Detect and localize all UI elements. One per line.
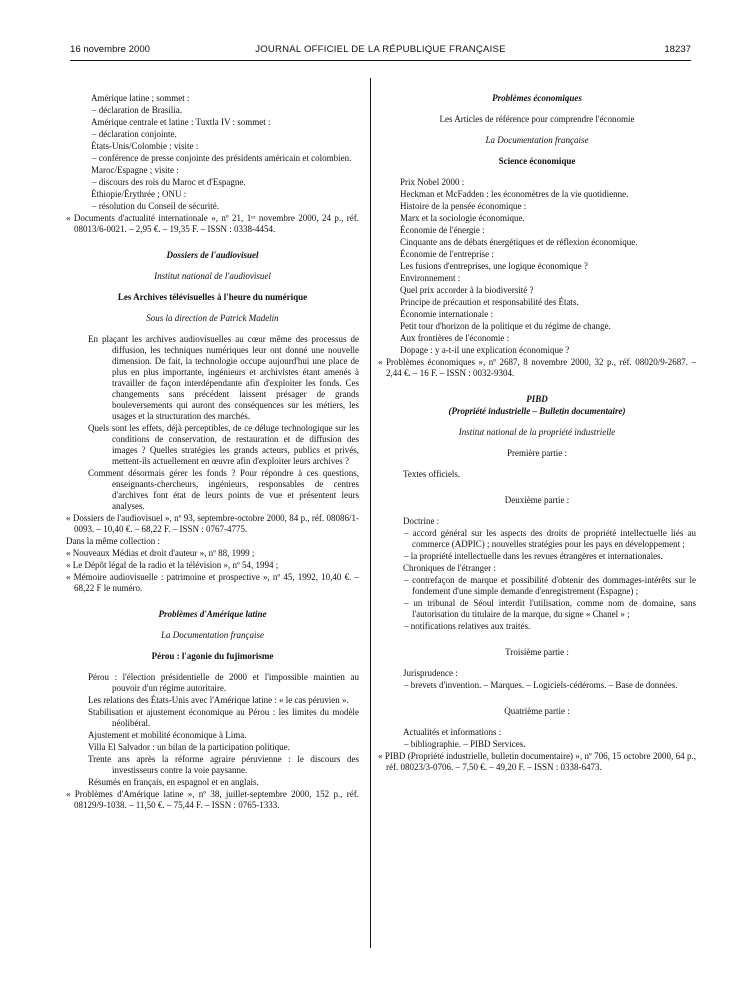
part-title: Troisième partie :: [505, 647, 569, 657]
chroniques-label: Chroniques de l'étranger :: [403, 563, 496, 573]
left-column: [66, 93, 359, 812]
doctrine-item: – accord général sur les aspects des droits de propriété intellectuelle liés au commerce (ADPIC) ; nouvelles stratégies pour les pays en développement ;: [404, 528, 696, 549]
reference-pibd: « PIBD (Propriété industrielle, bulletin documentaire) », nº 706, 15 octobre 2000, 64 p., réf. 08023/3-0706. – 7,50 €. – 49,20 F. – ISSN : 0338-6473.: [378, 751, 696, 772]
contents-item: Les fusions d'entreprises, une logique économique ?: [400, 261, 588, 271]
reference-amerique-latine: « Problèmes d'Amérique latine », nº 38, juillet-septembre 2000, 152 p., réf. 08129/9-1038. – 11,50 €. – 75,44 F. – ISSN : 0765-1333.: [66, 789, 359, 810]
contents-item: Dopage : y a-t-il une explication économique ?: [400, 345, 570, 355]
header-title: JOURNAL OFFICIEL DE LA RÉPUBLIQUE FRANÇAISE: [255, 44, 506, 55]
contents-item: Économie de l'entreprise :: [400, 249, 494, 259]
section-title-dossiers: Dossiers de l'audiovisuel: [166, 250, 259, 260]
amerique-line: – déclaration conjointe.: [92, 129, 177, 139]
amerique-line: – conférence de presse conjointe des présidents américain et colombien.: [92, 153, 352, 163]
pibd-subtitle: (Propriété industrielle – Bulletin documentaire): [448, 406, 626, 416]
publisher-inpi: Institut national de la propriété industrielle: [458, 427, 616, 437]
contents-item: Heckman et McFadden : les économètres de la vie quotidienne.: [400, 189, 629, 199]
sommaire-item: Pérou : l'élection présidentielle de 2000 et l'impossible maintien au pouvoir d'un régime autoritaire.: [88, 672, 359, 693]
contents-item: Quel prix accorder à la biodiversité ?: [400, 285, 534, 295]
header-page-number: 18237: [664, 44, 691, 55]
contents-item: Prix Nobel 2000 :: [400, 177, 465, 187]
section-title-amerique-latine: Problèmes d'Amérique latine: [158, 609, 267, 619]
part-title: Quatrième partie :: [504, 706, 570, 716]
publisher-docfr: La Documentation française: [485, 135, 589, 145]
subtitle-articles: Les Articles de référence pour comprendre l'économie: [439, 114, 635, 124]
jurisprudence-label: Jurisprudence :: [403, 668, 458, 678]
publisher-docfr: La Documentation française: [161, 630, 264, 640]
part-title: Deuxième partie :: [504, 495, 570, 505]
section-title-problemes-economiques: Problèmes économiques: [492, 93, 582, 103]
amerique-line: – résolution du Conseil de sécurité.: [92, 201, 219, 211]
jurisprudence-items: – brevets d'invention. – Marques. – Logiciels-cédéroms. – Base de données.: [404, 680, 678, 690]
header-date: 16 novembre 2000: [70, 44, 151, 55]
contents-item: Économie de l'énergie :: [400, 225, 485, 235]
sommaire-item: Ajustement et mobilité économique à Lima.: [88, 730, 247, 740]
sommaire-item: Résumés en français, en espagnol et en anglais.: [88, 777, 259, 787]
collection-item: « Nouveaux Médias et droit d'auteur », nº 88, 1999 ;: [66, 548, 255, 558]
contents-item: Cinquante ans de débats énergétiques et de réflexion économique.: [400, 237, 638, 247]
doctrine-label: Doctrine :: [403, 516, 440, 526]
sommaire-item: Les relations des États-Unis avec l'Amérique latine : « le cas péruvien ».: [88, 695, 349, 705]
chroniques-item: – notifications relatives aux traités.: [404, 621, 531, 631]
sommaire-item: Villa El Salvador : un bilan de la participation politique.: [88, 742, 290, 752]
contents-item: Environnement :: [400, 273, 461, 283]
header-rule: [70, 60, 691, 61]
amerique-line: Amérique centrale et latine : Tuxtla IV : sommet :: [91, 117, 271, 127]
reference-dossiers: « Dossiers de l'audiovisuel », nº 93, septembre-octobre 2000, 84 p., réf. 08086/1-0093. – 10,40 €. – 68,22 F. – ISSN : 0767-4775.: [66, 513, 359, 534]
contents-item: Économie internationale :: [400, 309, 493, 319]
title-perou: Pérou : l'agonie du fujimorisme: [151, 651, 274, 661]
doctrine-item: – la propriété intellectuelle dans les revues étrangères et internationales.: [404, 551, 663, 561]
actualites-items: – bibliographie. – PIBD Services.: [404, 739, 526, 749]
collection-label: Dans la même collection :: [66, 536, 160, 546]
amerique-line: Maroc/Espagne ; visite :: [91, 165, 179, 175]
collection-item: « Le Dépôt légal de la radio et la télévision », nº 54, 1994 ;: [66, 560, 279, 570]
contents-item: Petit tour d'horizon de la politique et du régime de change.: [400, 321, 611, 331]
publisher-ina: Institut national de l'audiovisuel: [154, 271, 271, 281]
title-archives: Les Archives télévisuelles à l'heure du numérique: [117, 292, 308, 302]
amerique-line: Éthiopie/Érythrée ; ONU :: [91, 189, 187, 199]
page-header: [70, 44, 691, 58]
part-title: Première partie :: [507, 448, 567, 458]
chroniques-item: – un tribunal de Séoul interdit l'utilisation, comme nom de domaine, sans l'autorisation du titulaire de la marque, du signe « Chanel » ;: [404, 598, 696, 619]
chroniques-item: – contrefaçon de marque et possibilité d'obtenir des dommages-intérêts sur le fondement d'une simple demande d'enregistrement (Espagne) ;: [404, 575, 696, 596]
paragraph: En plaçant les archives audiovisuelles au cœur même des processus de diffusion, les techniques numériques leur ont donné une nouvelle dimension. De fait, la technologie occupe aujourd'hui une place de plus en plus importante, ingénieurs et archivistes étant amenés à travailler de façon interdépendante afin d'exploiter les fonds. Ces changements sans précédent laissent présager de grands bouleversements qui auront des conséquences sur les métiers, les usages et la structuration des marchés.: [88, 334, 359, 421]
amerique-line: États-Unis/Colombie : visite :: [91, 141, 199, 151]
amerique-line: – discours des rois du Maroc et d'Espagne.: [92, 177, 246, 187]
sommaire-item: Stabilisation et ajustement économique au Pérou : les limites du modèle néolibéral.: [88, 707, 359, 728]
contents-item: Marx et la sociologie économique.: [400, 213, 525, 223]
actualites-label: Actualités et informations :: [403, 727, 502, 737]
paragraph: Quels sont les effets, déjà perceptibles, de ce déluge technologique sur les conditions de conservation, de restauration et de diffusion des images ? Quelles stratégies les grands acteurs, publics et privés, mettent-ils actuellement en œuvre afin d'exploiter leurs archives ?: [88, 423, 359, 466]
reference-problemes-economiques: « Problèmes économiques », nº 2687, 8 novembre 2000, 32 p., réf. 08020/9-2687. – 2,44 €. – 16 F. – ISSN : 0032-9304.: [378, 357, 696, 378]
column-divider: [370, 78, 371, 948]
sommaire-item: Trente ans après la réforme agraire péruvienne : le discours des investisseurs contre la voie paysanne.: [88, 754, 359, 775]
section-title-pibd: PIBD: [526, 394, 548, 404]
paragraph: Comment désormais gérer les fonds ? Pour répondre à ces questions, enseignants-chercheurs, ingénieurs, responsables de centres d'archives font état de leurs points de vue et présentent leurs analyses.: [88, 468, 359, 511]
amerique-line: Amérique latine ; sommet :: [91, 93, 190, 103]
contents-item: Histoire de la pensée économique :: [400, 201, 527, 211]
contents-item: Principe de précaution et responsabilité des États.: [400, 297, 579, 307]
collection-item: « Mémoire audiovisuelle : patrimoine et prospective », nº 45, 1992, 10,40 €. – 68,22 F le numéro.: [66, 572, 359, 593]
amerique-line: – déclaration de Brasilia.: [92, 105, 182, 115]
reference-documents-actualite: « Documents d'actualité internationale », nº 21, 1ᵉʳ novembre 2000, 24 p., réf. 08013/6-0021. – 2,95 €. – 19,35 F. – ISSN : 0338-4454.: [66, 213, 359, 234]
direction-line: Sous la direction de Patrick Madelin: [146, 313, 279, 323]
contents-item: Aux frontières de l'économie :: [400, 333, 510, 343]
right-column: [378, 93, 696, 774]
part-content: Textes officiels.: [403, 469, 461, 479]
title-science-economique: Science économique: [498, 156, 576, 166]
